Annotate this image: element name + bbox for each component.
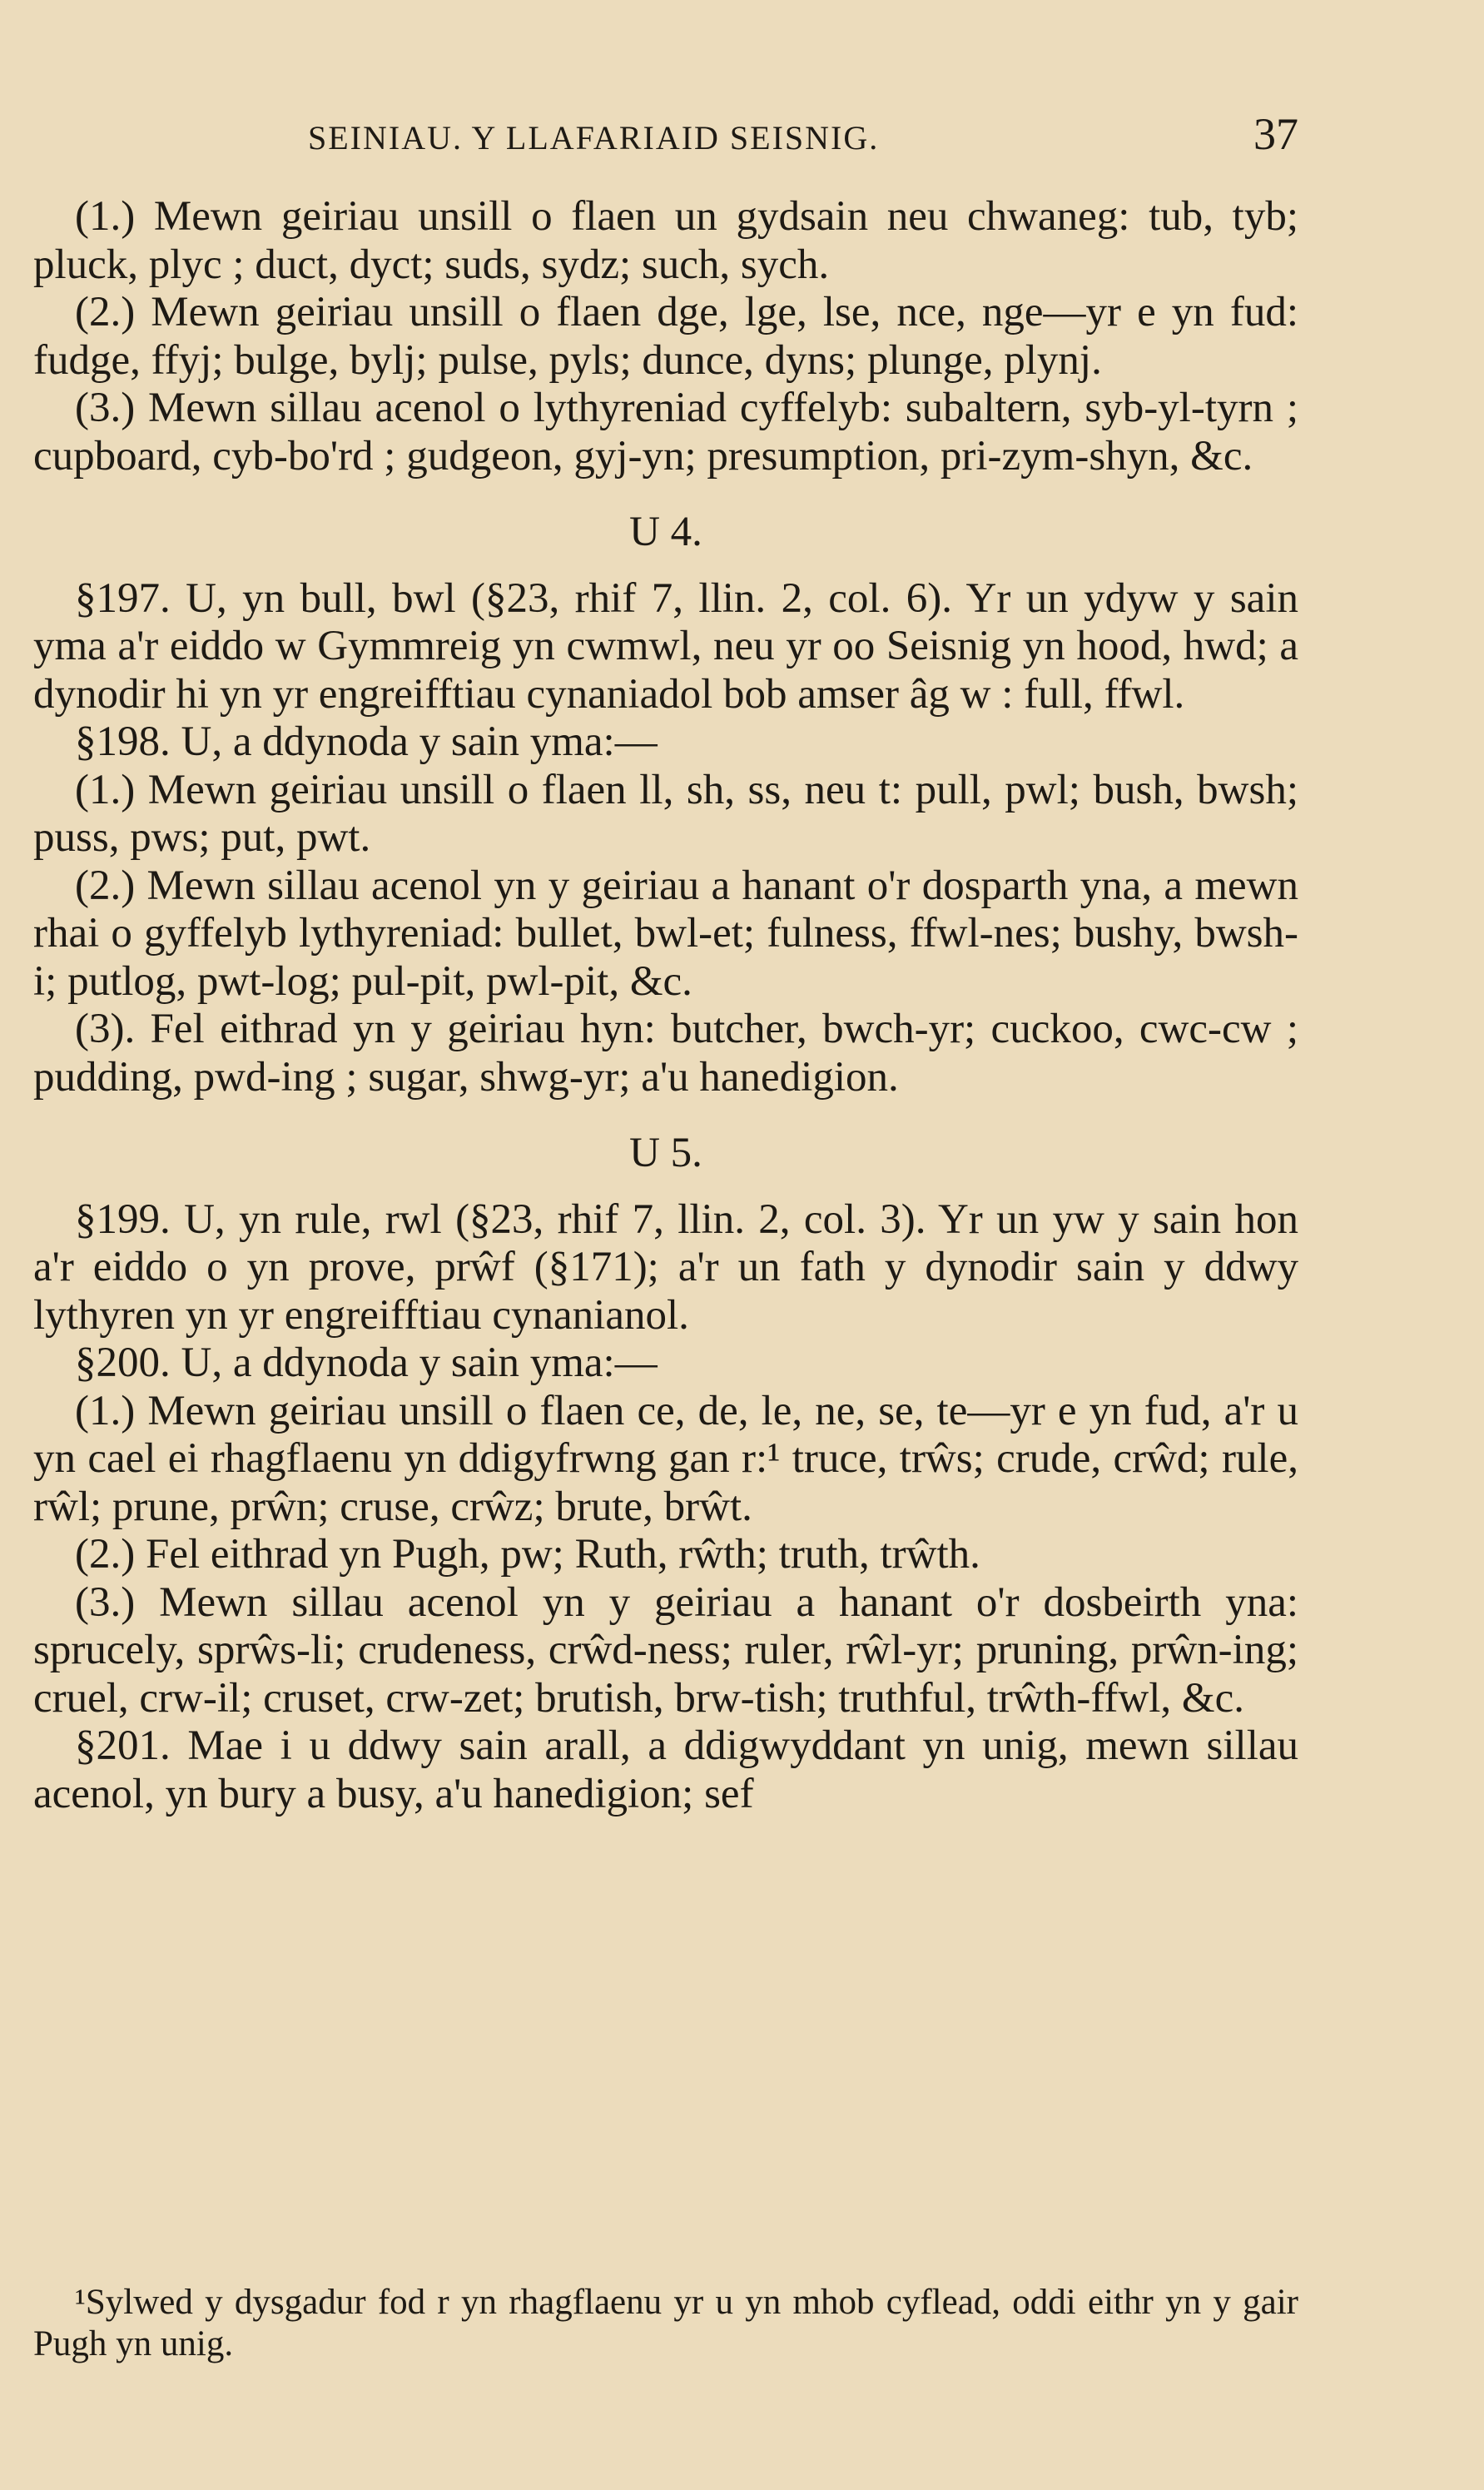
paragraph-198-3: (3). Fel eithrad yn y geiriau hyn: butcher, bwch-yr; cuckoo, cwc-cw ; pudding, pwd-ing ; sugar, shwg-yr; a'u hanedigion. <box>33 1006 1298 1101</box>
footnote <box>33 2282 1298 2365</box>
paragraph-200-2: (2.) Fel eithrad yn Pugh, pw; Ruth, rŵth; truth, trŵth. <box>75 1531 980 1578</box>
running-title: SEINIAU. Y LLAFARIAID SEISNIG. <box>308 119 880 157</box>
page-number: 37 <box>1253 109 1298 159</box>
paragraph-201: §201. Mae i u ddwy sain arall, a ddigwyddant yn unig, mewn sillau acenol, yn bury a busy, a'u hanedigion; sef <box>33 1722 1298 1817</box>
paragraph-200-1: (1.) Mewn geiriau unsill o flaen ce, de, le, ne, se, te—yr e yn fud, a'r u yn cael ei rhagflaenu yn ddigyfrwng gan r:¹ truce, trŵs; crude, crŵd; rule, rŵl; prune, prŵn; cruse, crŵz; brute, brŵt. <box>33 1387 1298 1530</box>
paragraph-200-3: (3.) Mewn sillau acenol yn y geiriau a hanant o'r dosbeirth yna: sprucely, sprŵs-li; crudeness, crŵd-ness; ruler, rŵl-yr; pruning, prŵn-ing; cruel, crw-il; cruset, crw-zet; brutish, brw-tish; truthful, trŵth-ffwl, &c. <box>33 1578 1298 1722</box>
paragraph-1: (1.) Mewn geiriau unsill o flaen un gydsain neu chwaneg: tub, tyb; pluck, plyc ; duct, dyct; suds, sydz; such, sych. <box>33 193 1298 288</box>
paragraph-199: §199. U, yn rule, rwl (§23, rhif 7, llin. 2, col. 3). Yr un yw y sain hon a'r eiddo o yn prove, prŵf (§171); a'r un fath y dynodir sain y ddwy lythyren yn yr engreifftiau cynanianol. <box>33 1195 1298 1339</box>
paragraph-2: (2.) Mewn geiriau unsill o flaen dge, lge, lse, nce, nge—yr e yn fud: fudge, ffyj; bulge, bylj; pulse, pyls; dunce, dyns; plunge, plynj. <box>33 289 1298 384</box>
paragraph-198-2: (2.) Mewn sillau acenol yn y geiriau a hanant o'r dosparth yna, a mewn rhai o gyffelyb lythyreniad: bullet, bwl-et; fulness, ffwl-nes; bushy, bwsh-i; putlog, pwt-log; pul-pit, pwl-pit, &c. <box>33 862 1298 1005</box>
section-heading-u4: U 4. <box>629 509 702 555</box>
page-header <box>33 108 1298 160</box>
body-text <box>33 193 1298 1818</box>
paragraph-197: §197. U, yn bull, bwl (§23, rhif 7, llin. 2, col. 6). Yr un ydyw y sain yma a'r eiddo w Gymmreig yn cwmwl, neu yr oo Seisnig yn hood, hwd; a dynodir hi yn yr engreifftiau cynaniadol bob amser âg w : full, ffwl. <box>33 574 1298 718</box>
paragraph-3: (3.) Mewn sillau acenol o lythyreniad cyffelyb: subaltern, syb-yl-tyrn ; cupboard, cyb-bo'rd ; gudgeon, gyj-yn; presumption, pri-zym-shyn, &c. <box>33 385 1298 480</box>
paragraph-198-1: (1.) Mewn geiriau unsill o flaen ll, sh, ss, neu t: pull, pwl; bush, bwsh; puss, pws; put, pwt. <box>33 766 1298 861</box>
section-heading-u5: U 5. <box>629 1130 702 1176</box>
paragraph-198: §198. U, a ddynoda y sain yma:— <box>75 718 658 765</box>
footnote-text: ¹Sylwed y dysgadur fod r yn rhagflaenu yr u yn mhob cyflead, oddi eithr yn y gair Pugh yn unig. <box>33 2283 1298 2363</box>
paragraph-200: §200. U, a ddynoda y sain yma:— <box>75 1339 658 1386</box>
